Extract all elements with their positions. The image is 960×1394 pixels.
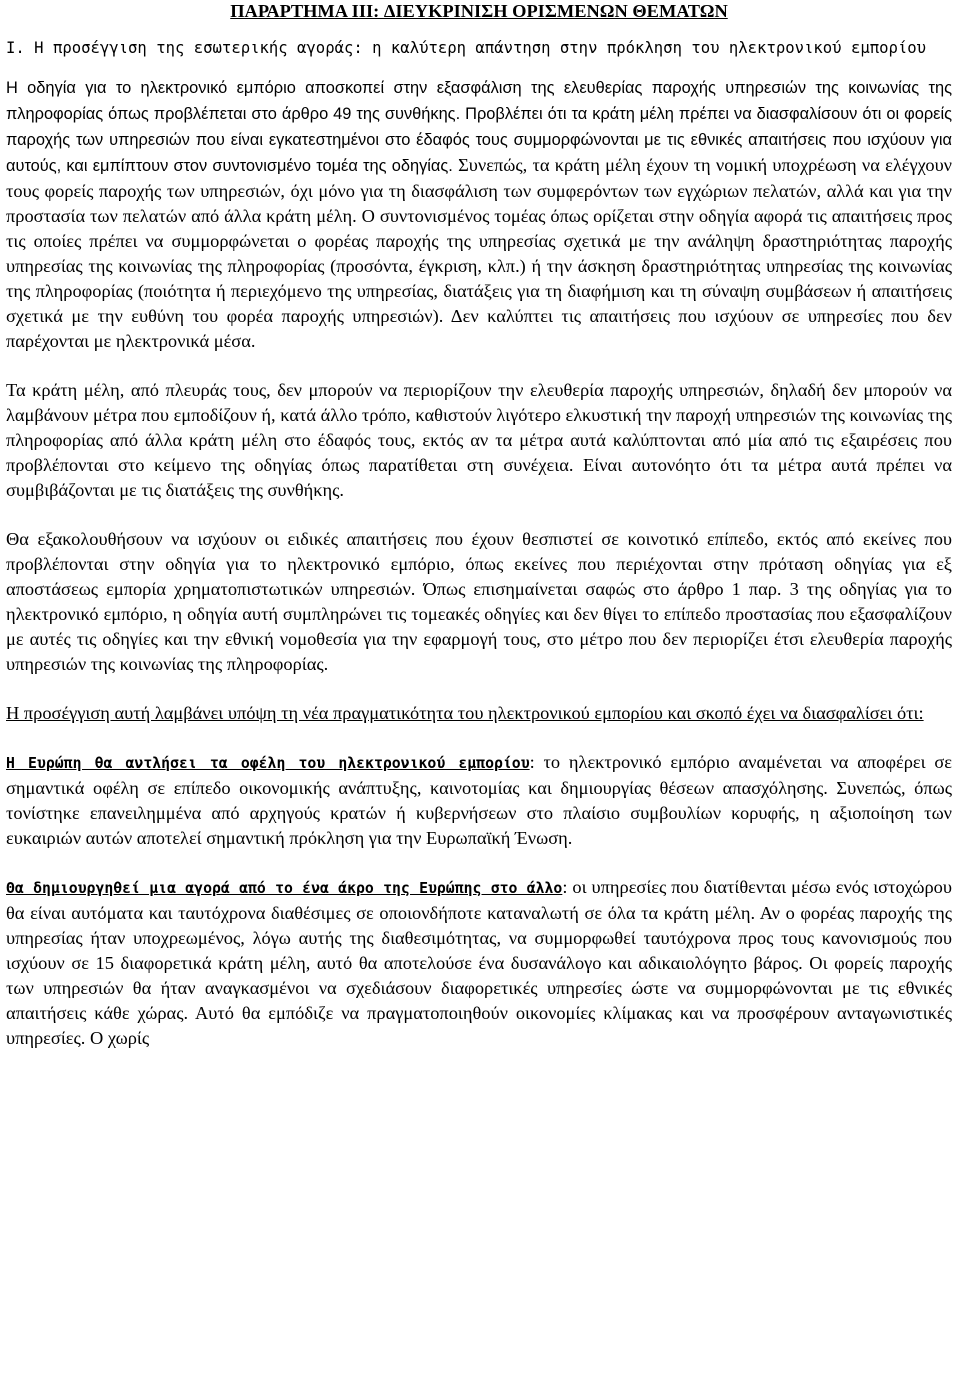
item-2-text: : οι υπηρεσίες που διατίθενται μέσω ενός ιστοχώρου θα είναι αυτόματα και ταυτόχρονα διαθέσιμες σε οποιονδήποτε καταναλωτή σε όλα τα κράτη μέλη. Αν ο φορέας παροχής της υπηρεσίας ήταν υποχρεωμένος, λόγω αυτής της διαθεσιμότητας, να συμμορφωθεί ταυτόχρονα προς τους κανονισμούς που ισχύουν σε 15 διαφορετικά κράτη μέλη, αυτό θα αποτελούσε ένα δυσανάλογο και αδικαιολόγητο βάρος. Οι φορείς παροχής των υπηρεσιών θα ήταν αναγκασμένοι να σχεδιάσουν διαφορετικές υπηρεσίες ώστε να συμμορφώνονται με τις εθνικές απαιτήσεις κάθε χώρας. Αυτό θα εμπόδιζε να πραγματοποιηθούν οικονομίες κλίμακας και να προσφέρουν ανταγωνιστικές υπηρεσίες. Ο χωρίς	[6, 877, 952, 1048]
paragraph-2: Τα κράτη μέλη, από πλευράς τους, δεν μπορούν να περιορίζουν την ελευθερία παροχής υπηρεσιών, δηλαδή δεν μπορούν να λαμβάνουν μέτρα που εμποδίζουν ή, κατά άλλο τρόπο, καθιστούν λιγότερο ελκυστική την παροχή υπηρεσιών της κοινωνίας της πληροφορίας από άλλα κράτη μέλη στο έδαφός τους, εκτός αν τα μέτρα αυτά καλύπτονται από μία από τις εξαιρέσεις που προβλέπονται στο κείμενο της οδηγίας όπως παρατίθεται στη συνέχεια. Είναι αυτονόητο ότι τα μέτρα αυτά πρέπει να συμβιβάζονται με τις διατάξεις της συνθήκης.	[6, 380, 952, 500]
item-1-lead: Η Ευρώπη θα αντλήσει τα οφέλη του ηλεκτρονικού εμπορίου	[6, 755, 530, 772]
item-1	[6, 750, 952, 851]
paragraph-1-sans-part: Η οδηγία για το ηλεκτρονικό εμπόριο αποσκοπεί στην εξασφάλιση της ελευθερίας παροχής υπηρεσιών της κοινωνίας της πληροφορίας όπως προβλέπεται στο άρθρο 49 της συνθήκης. Προβλέπει ότι τα κράτη μέλη πρέπει να διασφαλίσουν ότι οι φορείς παροχής των υπηρεσιών που είναι εγκατεστημένοι στο έδαφός τους συμμορφώνονται με τις εθνικές απαιτήσεις που ισχύουν για αυτούς, και εμπίπτουν στον συντονισμένο τομέα της οδηγίας.	[6, 79, 952, 175]
page-title: ΠΑΡΑΡΤΗΜΑ III: ΔΙΕΥΚΡΙΝΙΣΗ ΟΡΙΣΜΕΝΩΝ ΘΕΜΑΤΩΝ	[230, 1, 728, 21]
paragraph-4-underlined: Η προσέγγιση αυτή λαμβάνει υπόψη τη νέα πραγματικότητα του ηλεκτρονικού εμπορίου και σκοπό έχει να διασφαλίσει ότι:	[6, 703, 924, 723]
paragraph-3: Θα εξακολουθήσουν να ισχύουν οι ειδικές απαιτήσεις που έχουν θεσπιστεί σε κοινοτικό επίπεδο, εκτός από εκείνες που προβλέπονται στην οδηγία για το ηλεκτρονικό εμπόριο, όπως εκείνες που περιέχονται στην πρόταση οδηγίας για εξ αποστάσεως εμπορία χρηματοπιστωτικών υπηρεσιών. Όπως επισημαίνεται σαφώς στο άρθρο 1 παρ. 3 της οδηγίας για το ηλεκτρονικό εμπόριο, η οδηγία αυτή συμπληρώνει τις τομεακές οδηγίες και δεν θίγει το επίπεδο προστασίας που εξασφαλίζουν με αυτές τις οδηγίες και την εθνική νομοθεσία για την εφαρμογή τους, στο μέτρο που δεν περιορίζει έτσι ελευθερία παροχής υπηρεσιών της κοινωνίας της πληροφορίας.	[6, 529, 952, 674]
paragraph-1	[6, 75, 952, 354]
item-2	[6, 875, 952, 1051]
paragraph-1-serif-part: Συνεπώς, τα κράτη μέλη έχουν τη νομική υποχρέωση να ελέγχουν τους φορείς παροχής των υπηρεσιών, όχι μόνο για τη διασφάλιση των συμφερόντων των εγχώριων πελατών, αλλά και για την προστασία των πελατών από άλλα κράτη μέλη. Ο συντονισμένος τομέας όπως ορίζεται στην οδηγία αφορά τις απαιτήσεις προς τις οποίες πρέπει να συμμορφώνεται ο φορέας παροχής της υπηρεσίας σχετικά με την ανάληψη δραστηριότητας παροχής υπηρεσίας της κοινωνίας της πληροφορίας (προσόντα, έγκριση, κλπ.) ή την άσκηση δραστηριότητας υπηρεσίας της κοινωνίας της πληροφορίας (ποιότητα ή περιεχόμενο της υπηρεσίας, διατάξεις για τη διαφήμιση και τη σύναψη συμβάσεων ή απαιτήσεις σχετικά με την ευθύνη του φορέα παροχής υπηρεσιών). Δεν καλύπτει τις απαιτήσεις που ισχύουν σε υπηρεσίες που δεν παρέχονται με ηλεκτρονικά μέσα.	[6, 155, 952, 351]
item-2-lead: Θα δημιουργηθεί μια αγορά από το ένα άκρο της Ευρώπης στο άλλο	[6, 880, 563, 897]
section-heading: I. Η προσέγγιση της εσωτερικής αγοράς: η καλύτερη απάντηση στην πρόκληση του ηλεκτρονικού εμπορίου	[6, 39, 927, 57]
item-1-text: : το ηλεκτρονικό εμπόριο αναμένεται να αποφέρει σε σημαντικά οφέλη σε επίπεδο οικονομικής ανάπτυξης, καινοτομίας και δημιουργίας θέσεων απασχόλησης. Συνεπώς, όπως τονίστηκε επανειλημμένα από αρχηγούς κρατών ή κυβερνήσεων στο πλαίσιο συμβουλίων κορυφής, η αξιοποίηση των ευκαιριών αυτών αποτελεί σημαντική πρόκληση για την Ευρωπαϊκή Ένωση.	[6, 752, 952, 848]
